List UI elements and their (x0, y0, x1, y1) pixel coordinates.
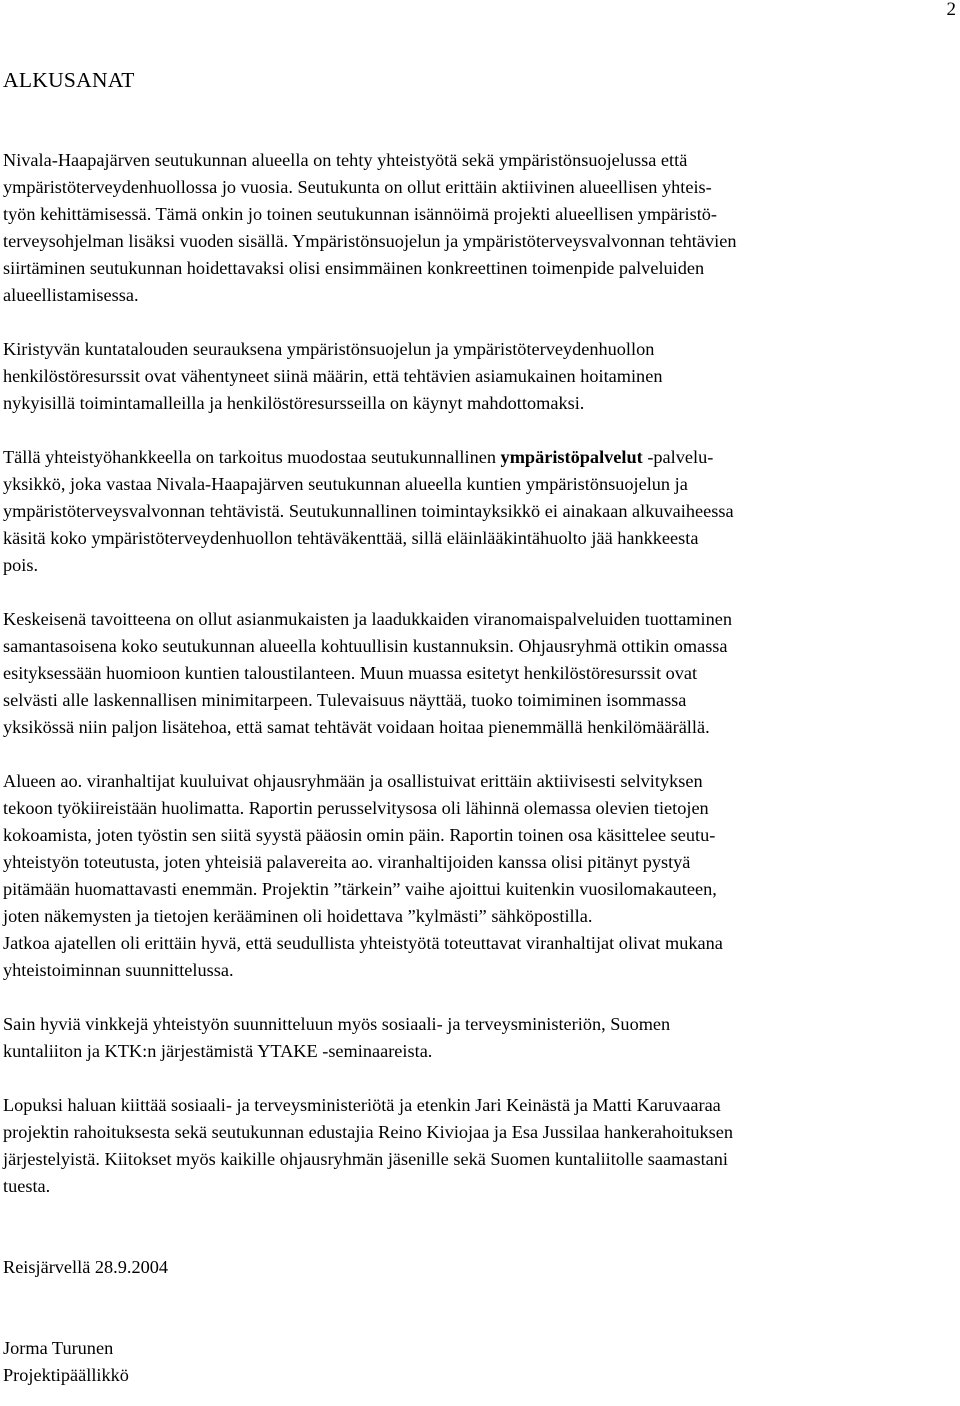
paragraph-3 (3, 444, 955, 579)
text-line: Nivala-Haapajärven seutukunnan alueella on tehty yhteistyötä sekä ympäristönsuojelussa että (3, 150, 688, 170)
bold-term: ympäristöpalvelut (500, 447, 643, 467)
paragraph-4 (3, 606, 955, 741)
paragraph-7 (3, 1011, 955, 1065)
text-line: tekoon työkiireistään huolimatta. Raportin perusselvitysosa oli lähinnä olemassa olevien tietojen (3, 798, 709, 818)
paragraph-2 (3, 336, 955, 417)
text-line: siirtäminen seutukunnan hoidettavaksi olisi ensimmäinen konkreettinen toimenpide palveluiden (3, 258, 705, 278)
text-line: yhteistyön toteutusta, joten yhteisiä palavereita ao. viranhaltijoiden kanssa olisi pitänyt pystyä (3, 852, 691, 872)
text-line (3, 444, 955, 471)
text-line: pois. (3, 555, 39, 575)
text-line: Lopuksi haluan kiittää sosiaali- ja terveysministeriötä ja etenkin Jari Keinästä ja Matti Karuvaaraa (3, 1095, 721, 1115)
text-line: tuesta. (3, 1176, 51, 1196)
text-line: henkilöstöresurssit ovat vähentyneet siinä määrin, että tehtävien asiamukainen hoitaminen (3, 366, 663, 386)
text-line: Alueen ao. viranhaltijat kuuluivat ohjausryhmään ja osallistuivat erittäin aktiivisesti selvityksen (3, 771, 703, 791)
paragraph-1 (3, 147, 955, 309)
text-line: yksikössä niin paljon lisätehoa, että samat tehtävät voidaan hoitaa pienemmällä henkilömäärällä. (3, 717, 710, 737)
text-line: alueellistamisessa. (3, 285, 139, 305)
document-body (3, 147, 955, 1389)
text-line: Sain hyviä vinkkejä yhteistyön suunnitteluun myös sosiaali- ja terveysministeriön, Suomen (3, 1014, 671, 1034)
text-line: työn kehittämisessä. Tämä onkin jo toinen seutukunnan isännöimä projekti alueellisen ympäristö- (3, 204, 718, 224)
text-line: Keskeisenä tavoitteena on ollut asianmukaisten ja laadukkaiden viranomaispalveluiden tuottaminen (3, 609, 733, 629)
text-line: järjestelyistä. Kiitokset myös kaikille ohjausryhmän jäsenille sekä Suomen kuntaliitolle saamastani (3, 1149, 729, 1169)
text-line: kuntaliiton ja KTK:n järjestämistä YTAKE -seminaareista. (3, 1041, 433, 1061)
spacer (3, 1281, 955, 1335)
spacer (3, 1200, 955, 1254)
signature-role: Projektipäällikkö (3, 1365, 129, 1385)
text-line: nykyisillä toimintamalleilla ja henkilöstöresursseilla on käynyt mahdottomaksi. (3, 393, 585, 413)
text-line: yksikkö, joka vastaa Nivala-Haapajärven seutukunnan alueella kuntien ympäristönsuojelun ja (3, 474, 688, 494)
text-run: -palvelu- (642, 447, 714, 467)
place-date-line: Reisjärvellä 28.9.2004 (3, 1257, 169, 1277)
signature-block (3, 1335, 955, 1389)
paragraph-8 (3, 1092, 955, 1200)
page-title: ALKUSANAT (3, 68, 135, 92)
paragraph-6 (3, 930, 955, 984)
text-line: kokoamista, joten työstin sen siitä syystä pääosin omin päin. Raportin toinen osa käsittelee seutu- (3, 825, 716, 845)
text-line: projektin rahoituksesta sekä seutukunnan edustajia Reino Kiviojaa ja Esa Jussilaa hankerahoituksen (3, 1122, 734, 1142)
text-line: joten näkemysten ja tietojen kerääminen oli hoidettava ”kylmästi” sähköpostilla. (3, 906, 593, 926)
text-line: ympäristöterveydenhuollossa jo vuosia. Seutukunta on ollut erittäin aktiivinen alueellisen yhteis- (3, 177, 712, 197)
text-line: käsitä koko ympäristöterveydenhuollon tehtäväkenttää, sillä eläinlääkintähuolto jää hankkeesta (3, 528, 699, 548)
place-date (3, 1254, 955, 1281)
text-line: selvästi alle laskennallisen minimitarpeen. Tulevaisuus näyttää, tuoko toimiminen isommassa (3, 690, 687, 710)
text-run: Tällä yhteistyöhankkeella on tarkoitus muodostaa seutukunnallinen (3, 447, 501, 467)
text-line: Kiristyvän kuntatalouden seurauksena ympäristönsuojelun ja ympäristöterveydenhuollon (3, 339, 655, 359)
text-line: esityksessään huomioon kuntien taloustilanteen. Muun muassa esitetyt henkilöstöresurssit ovat (3, 663, 698, 683)
signature-name: Jorma Turunen (3, 1338, 114, 1358)
paragraph-5 (3, 768, 955, 930)
text-line: Jatkoa ajatellen oli erittäin hyvä, että seudullista yhteistyötä toteuttavat viranhaltijat olivat mukana (3, 933, 723, 953)
text-line: samantasoisena koko seutukunnan alueella kohtuullisin kustannuksin. Ohjausryhmä ottikin omassa (3, 636, 728, 656)
text-line: ympäristöterveysvalvonnan tehtävistä. Seutukunnallinen toimintayksikkö ei ainakaan alkuvaiheessa (3, 501, 734, 521)
page-number: 2 (946, 0, 956, 20)
text-line: terveysohjelman lisäksi vuoden sisällä. Ympäristönsuojelun ja ympäristöterveysvalvonnan tehtävien (3, 231, 737, 251)
text-line: yhteistoiminnan suunnittelussa. (3, 960, 234, 980)
text-line: pitämään huomattavasti enemmän. Projektin ”tärkein” vaihe ajoittui kuitenkin vuosilomakauteen, (3, 879, 717, 899)
